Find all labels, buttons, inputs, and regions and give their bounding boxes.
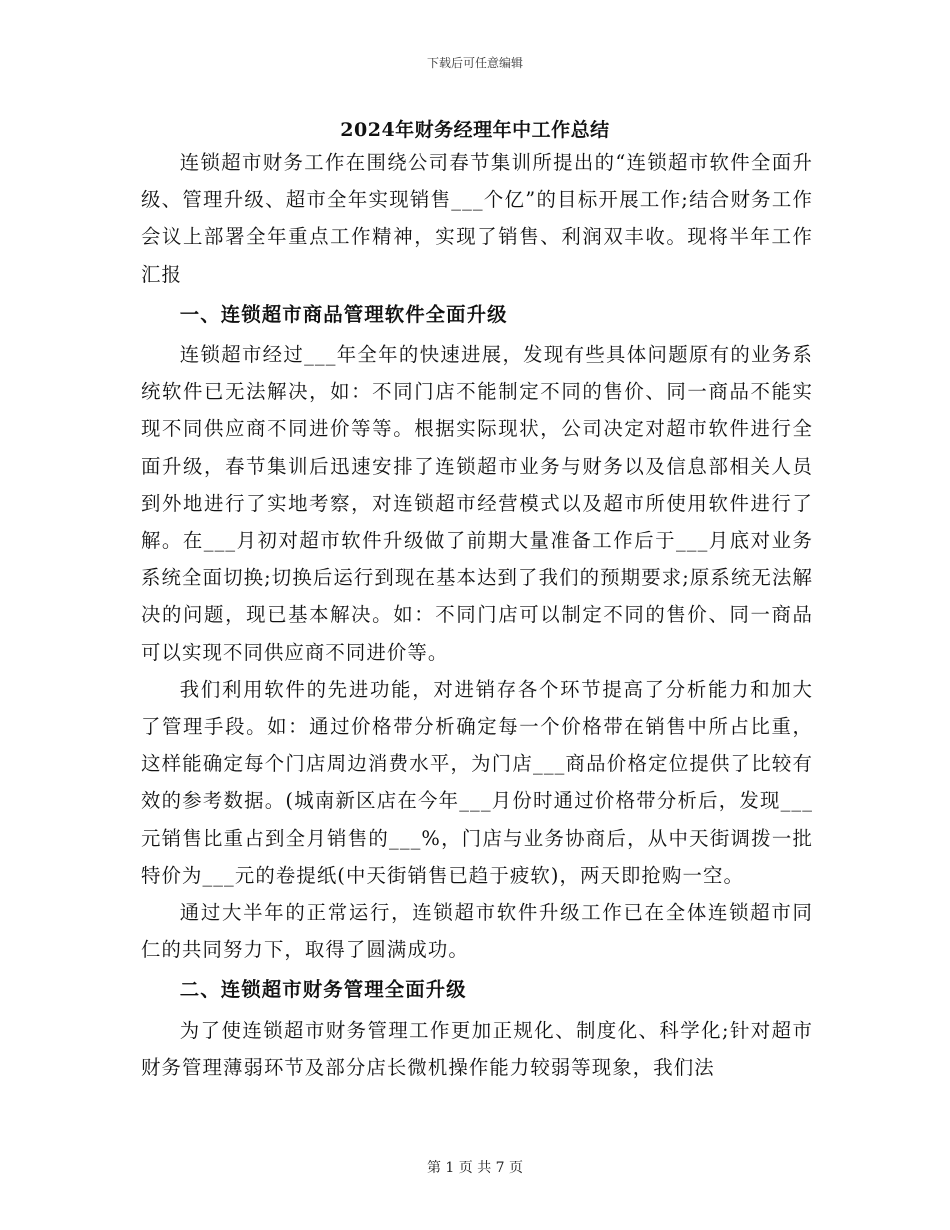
section-heading-1: 一、连锁超市商品管理软件全面升级 [179, 302, 508, 326]
intro-paragraph: 连锁超市财务工作在围绕公司春节集训所提出的“连锁超市软件全面升级、管理升级、超市全年实现销售___个亿”的目标开展工作;结合财务工作会议上部署全年重点工作精神，实现了销售、利润双丰收。现将半年工作汇报 [141, 151, 813, 286]
body-paragraph: 通过大半年的正常运行，连锁超市软件升级工作已在全体连锁超市同仁的共同努力下，取得了圆满成功。 [141, 901, 813, 962]
body-paragraph: 我们利用软件的先进功能，对进销存各个环节提高了分析能力和加大了管理手段。如：通过价格带分析确定每一个价格带在销售中所占比重，这样能确定每个门店周边消费水平，为门店___商品价格定位提供了比较有效的参考数据。(城南新区店在今年___月份时通过价格带分析后，发现___元销售比重占到全月销售的___%，门店与业务协商后，从中天街调拨一批特价为___元的卷提纸(中天街销售已趋于疲软)，两天即抢购一空。 [141, 677, 813, 887]
download-note: 下载后可任意编辑 [426, 56, 523, 70]
document-body [141, 144, 813, 1086]
document-title: 2024年财务经理年中工作总结 [340, 119, 610, 141]
body-paragraph: 为了使连锁超市财务管理工作更加正规化、制度化、科学化;针对超市财务管理薄弱环节及部分店长微机操作能力较弱等现象，我们法 [141, 1018, 813, 1079]
section-heading-2: 二、连锁超市财务管理全面升级 [179, 978, 467, 1002]
page-number: 第 1 页 共 7 页 [426, 1160, 524, 1176]
body-paragraph: 连锁超市经过___年全年的快速进展，发现有些具体问题原有的业务系统软件已无法解决，如：不同门店不能制定不同的售价、同一商品不能实现不同供应商不同进价等等。根据实际现状，公司决定对超市软件进行全面升级，春节集训后迅速安排了连锁超市业务与财务以及信息部相关人员到外地进行了实地考察，对连锁超市经营模式以及超市所使用软件进行了解。在___月初对超市软件升级做了前期大量准备工作后于___月底对业务系统全面切换;切换后运行到现在基本达到了我们的预期要求;原系统无法解决的问题，现已基本解决。如：不同门店可以制定不同的售价、同一商品可以实现不同供应商不同进价等。 [141, 343, 813, 664]
